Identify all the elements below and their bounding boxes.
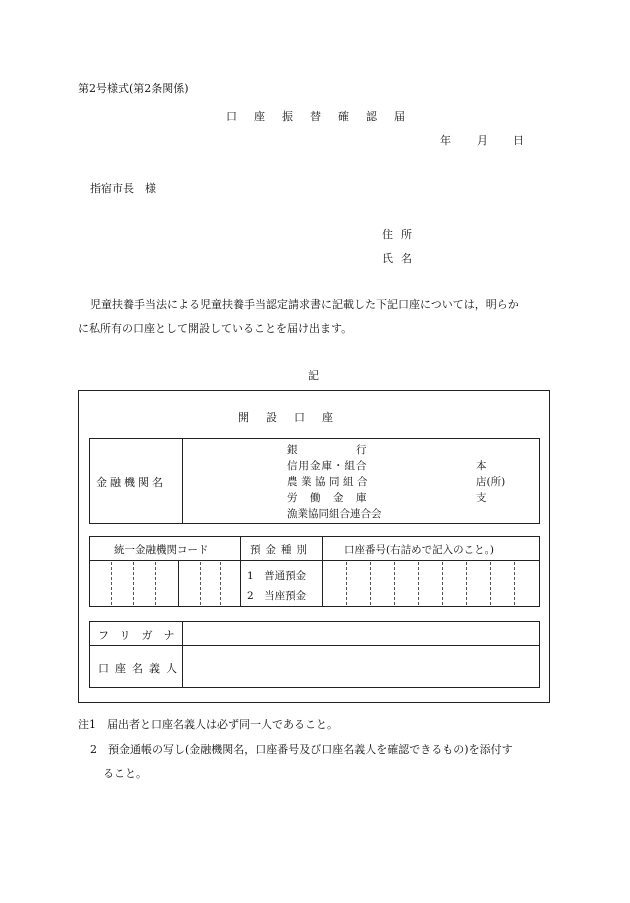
date-year-label: 年 — [440, 134, 451, 147]
institution-name-field[interactable] — [186, 441, 282, 521]
branch-main: 本 — [476, 460, 487, 472]
form-number: 第2号様式(第2条関係) — [78, 82, 189, 95]
address-label: 住所 — [382, 228, 420, 241]
deposit-option-ordinary: 1 普通預金 — [247, 570, 307, 582]
code-header: 統一金融機関コード — [114, 544, 209, 556]
institution-label: 金融機関名 — [96, 476, 166, 489]
date-month-label: 月 — [477, 134, 488, 147]
account-header: 口座番号(右詰めで記入のこと。) — [344, 544, 494, 556]
branch-sub: 支 — [476, 492, 487, 504]
branch-office: 店(所) — [476, 476, 506, 488]
name-label: 氏名 — [382, 252, 420, 265]
body-text-line2: に私所有の口座として開設していることを届け出ます。 — [78, 322, 353, 335]
institution-type-rokin: 労 働 金 庫 — [287, 492, 368, 504]
body-text-line1: 児童扶養手当法による児童扶養手当認定請求書に記載した下記口座については，明らか — [90, 298, 519, 311]
addressee: 指宿市長 様 — [90, 182, 156, 195]
deposit-option-current: 2 当座預金 — [247, 590, 307, 602]
furigana-label: フリガナ — [98, 629, 186, 642]
institution-type-nokyo: 農業協同組合 — [287, 476, 371, 488]
date-day-label: 日 — [513, 134, 524, 147]
page-title: 口座振替確認届 — [226, 110, 422, 123]
section-title: 開設口座 — [238, 411, 350, 424]
note-1: 注1 届出者と口座名義人は必ず同一人であること。 — [78, 718, 338, 731]
institution-type-bank: 銀 行 — [287, 444, 368, 456]
ki-marker: 記 — [308, 369, 319, 382]
note-2-line1: 2 預金通帳の写し(金融機関名，口座番号及び口座名義人を確認できるもの)を添付す — [90, 743, 513, 756]
holder-name-field[interactable] — [186, 648, 536, 686]
deposit-header: 預金種別 — [250, 544, 312, 556]
institution-type-shinkin: 信用金庫・組合 — [287, 460, 368, 472]
holder-label: 口座名義人 — [98, 662, 183, 675]
note-2-line2: ること。 — [103, 767, 147, 780]
furigana-field[interactable] — [186, 623, 536, 643]
institution-type-gyoren: 漁業協同組合連合会 — [287, 508, 382, 520]
